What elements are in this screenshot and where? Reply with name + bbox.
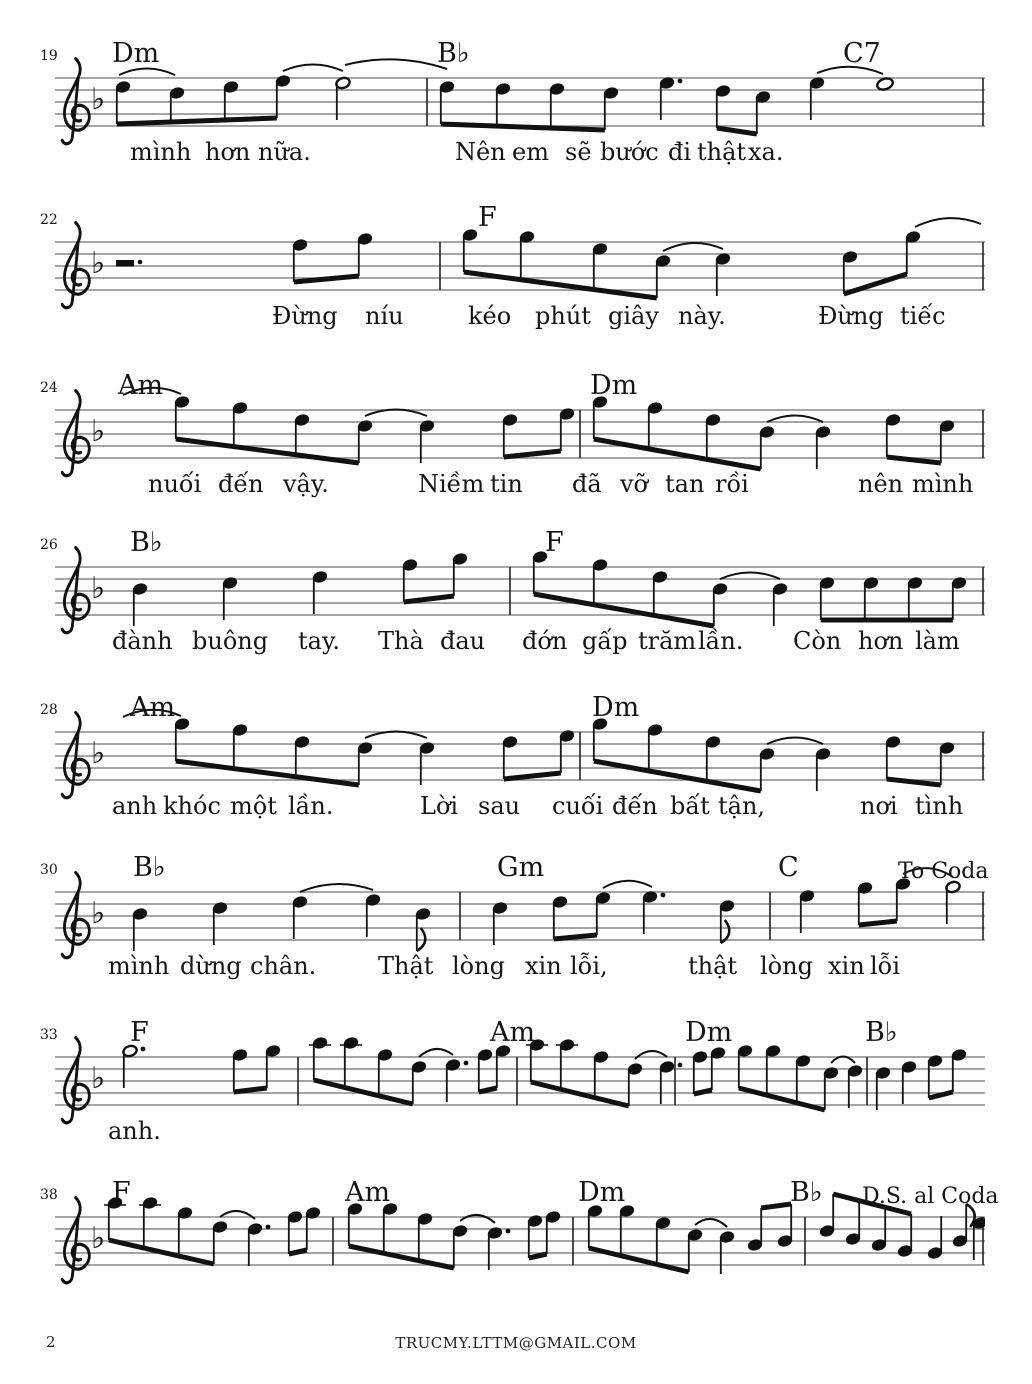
beam <box>859 921 897 925</box>
treble-clef-icon <box>62 713 89 798</box>
treble-clef-icon <box>62 391 89 476</box>
lyric-syllable: xa. <box>748 138 784 166</box>
lyric-syllable: một <box>230 792 277 820</box>
measure-number: 30 <box>40 862 58 878</box>
flat-key-signature-icon: ♭ <box>91 1221 106 1256</box>
slur <box>695 1219 727 1227</box>
chord-label: Dm <box>685 1017 733 1048</box>
note <box>340 1036 362 1087</box>
slur <box>460 1215 495 1223</box>
beam <box>117 118 277 124</box>
treble-clef-icon <box>62 59 89 144</box>
beam <box>594 761 761 791</box>
note <box>309 1036 331 1080</box>
note <box>593 1050 609 1097</box>
staff-lines <box>55 567 985 615</box>
note <box>765 1044 781 1095</box>
flat-key-signature-icon: ♭ <box>91 414 106 449</box>
chord-label: Dm <box>590 370 638 401</box>
note <box>592 395 608 439</box>
note <box>222 576 238 620</box>
measure-number: 22 <box>40 212 58 228</box>
lyric-syllable: lỗi <box>870 952 901 980</box>
note <box>415 907 431 951</box>
chord-label: Am <box>118 370 164 401</box>
lyric-syllable: nuối <box>148 470 202 498</box>
lyric-syllable: dừng <box>180 952 242 980</box>
slur <box>300 884 373 892</box>
note <box>819 576 835 620</box>
note <box>545 1210 561 1254</box>
lyric-syllable: lòng <box>760 952 813 980</box>
note <box>927 1054 943 1098</box>
lyric-syllable: chân. <box>250 952 317 980</box>
note <box>719 1230 735 1274</box>
note <box>549 82 565 128</box>
beam <box>739 1088 825 1110</box>
note <box>901 1060 917 1104</box>
note <box>777 1204 793 1248</box>
lyric-syllable: mình <box>912 470 974 498</box>
lyric-syllable: làm <box>915 627 960 655</box>
beam <box>109 1240 214 1264</box>
note <box>492 901 508 945</box>
staff-svg <box>55 1182 985 1294</box>
lyric-syllable: sẽ <box>565 138 592 166</box>
note <box>951 1048 967 1092</box>
slur <box>720 573 780 580</box>
flat-key-signature-icon: ♭ <box>91 571 106 606</box>
chord-label: F <box>545 527 564 558</box>
note <box>759 747 775 791</box>
note <box>487 1226 510 1270</box>
note <box>772 582 788 626</box>
slur <box>419 1049 453 1057</box>
lyric-syllable: tin <box>490 470 523 498</box>
lyric-syllable: nên <box>858 470 904 498</box>
note <box>815 425 831 469</box>
staff-system <box>0 840 1032 1022</box>
staff-system <box>0 1005 1032 1187</box>
lyric-syllable: này. <box>678 302 726 330</box>
treble-clef-icon <box>62 1038 89 1123</box>
note <box>347 1202 363 1246</box>
beam <box>844 274 907 294</box>
chord-label: B♭ <box>865 1017 898 1048</box>
annotation-label: D.S. al Coda <box>862 1184 999 1209</box>
flat-key-signature-icon: ♭ <box>91 246 106 281</box>
slur <box>663 243 723 251</box>
measure-number: 26 <box>40 537 58 553</box>
lyric-syllable: lòng <box>452 952 505 980</box>
note <box>719 899 735 943</box>
note <box>275 74 291 118</box>
staff-system <box>0 190 1032 372</box>
lyric-syllable: buông <box>192 627 269 655</box>
lyric-syllable: kéo <box>468 302 512 330</box>
note <box>627 1062 643 1106</box>
lyric-syllable: tiếc <box>900 302 946 330</box>
lyric-syllable: Còn <box>793 627 842 655</box>
note <box>659 1060 682 1104</box>
note <box>592 717 608 761</box>
note <box>799 889 815 933</box>
note <box>927 1216 943 1260</box>
measure-number: 38 <box>40 1187 58 1203</box>
chord-label: F <box>130 1017 149 1048</box>
note <box>712 582 728 626</box>
chord-label: C <box>778 852 799 883</box>
staff-system <box>0 1165 1032 1347</box>
lyric-syllable: đành <box>112 627 173 655</box>
note <box>357 419 373 463</box>
note <box>655 254 671 298</box>
note <box>619 1204 635 1255</box>
note <box>292 895 308 939</box>
note <box>907 576 923 620</box>
note <box>939 419 955 463</box>
lyric-syllable: tan <box>665 470 705 498</box>
chord-label: Am <box>490 1017 536 1048</box>
note <box>174 395 190 439</box>
note <box>519 230 535 279</box>
note <box>692 1050 708 1094</box>
lyric-syllable: nữa. <box>258 138 311 166</box>
lyric-syllable: bước <box>600 138 659 166</box>
note <box>647 723 663 771</box>
flat-key-signature-icon: ♭ <box>91 82 106 117</box>
beam <box>534 594 714 626</box>
beam <box>464 272 657 298</box>
beam <box>529 1254 547 1258</box>
lyric-syllable: tận, <box>718 792 766 820</box>
lyric-syllable: Thật <box>378 952 434 980</box>
chord-label: B♭ <box>133 852 166 883</box>
staff-lines <box>55 410 985 458</box>
chord-label: F <box>478 202 497 233</box>
staff-lines <box>55 1057 985 1105</box>
staff-system <box>0 515 1032 697</box>
lyric-syllable: rồi <box>715 470 749 498</box>
note <box>945 880 961 924</box>
lyric-syllable: tình <box>915 792 964 820</box>
measure-number: 24 <box>40 380 58 396</box>
lyric-syllable: vậy. <box>283 470 329 498</box>
flat-key-signature-icon: ♭ <box>91 1061 106 1096</box>
lyric-syllable: Đừng <box>272 302 338 330</box>
note <box>823 1066 839 1110</box>
note <box>845 1201 861 1246</box>
treble-clef-icon <box>62 1198 89 1283</box>
note <box>842 250 858 294</box>
note <box>552 895 568 939</box>
lyric-syllable: khóc <box>163 792 221 820</box>
annotation-label: To Coda <box>898 859 989 884</box>
note <box>292 238 308 282</box>
slur <box>345 59 447 69</box>
note <box>705 413 721 459</box>
staff-lines <box>55 892 985 940</box>
lyric-syllable: Đừng <box>818 302 884 330</box>
note <box>411 1060 427 1104</box>
lyric-syllable: hơn <box>205 138 251 166</box>
note <box>477 1048 493 1092</box>
lyric-syllable: gấp <box>582 627 628 655</box>
slur <box>767 738 823 745</box>
lyric-syllable: nơi <box>860 792 898 820</box>
note <box>312 570 328 614</box>
note <box>232 723 248 768</box>
note <box>951 576 967 620</box>
note <box>559 407 575 451</box>
slur <box>767 416 823 423</box>
note <box>795 1054 811 1103</box>
staff-system <box>0 26 1032 208</box>
lyric-syllable: thật <box>688 952 738 980</box>
slur <box>283 65 343 72</box>
lyric-syllable: Nên <box>455 138 506 166</box>
treble-clef-icon <box>62 223 89 308</box>
note <box>502 413 518 457</box>
chord-label: Am <box>345 1177 391 1208</box>
note <box>232 1048 248 1092</box>
beam <box>589 1248 689 1272</box>
note <box>527 1214 543 1258</box>
beam <box>404 596 454 602</box>
lyric-syllable: Lời <box>420 792 459 820</box>
note <box>212 901 228 945</box>
beam <box>717 128 757 134</box>
beam <box>594 439 761 469</box>
note <box>357 741 373 785</box>
lyric-syllable: đớn <box>522 627 568 655</box>
chord-label: C7 <box>843 38 881 69</box>
treble-clef-icon <box>62 873 89 958</box>
lyric-syllable: mình <box>108 952 170 980</box>
note <box>885 413 901 457</box>
lyric-syllable: hơn <box>858 627 904 655</box>
note <box>212 1220 228 1264</box>
beam <box>504 451 561 457</box>
lyric-syllable: đã <box>572 470 602 498</box>
footer-email: TRUCMY.LTTM@GMAIL.COM <box>395 1334 637 1352</box>
note <box>759 425 775 469</box>
slur <box>915 218 981 227</box>
note <box>177 1206 193 1256</box>
note <box>139 1196 161 1248</box>
measure-number: 28 <box>40 702 58 718</box>
note <box>885 735 901 779</box>
note <box>305 1206 321 1250</box>
lyric-syllable: Thà <box>378 627 424 655</box>
chord-label: B♭ <box>130 527 163 558</box>
slur <box>220 1211 255 1219</box>
beam <box>176 439 359 463</box>
lyric-syllable: đến <box>612 792 658 820</box>
treble-clef-icon <box>62 548 89 633</box>
lyric-syllable: lỗi, <box>570 952 608 980</box>
chord-label: Am <box>130 692 176 723</box>
note <box>715 84 731 128</box>
note <box>875 1066 891 1110</box>
beam <box>176 761 359 785</box>
slur <box>603 881 652 888</box>
note <box>452 1224 468 1268</box>
note <box>419 741 435 785</box>
lyric-syllable: tay. <box>298 627 340 655</box>
lyric-syllable: Niềm <box>418 470 485 498</box>
staff-lines <box>55 732 985 780</box>
lyric-syllable: trăm <box>638 627 697 655</box>
lyric-syllable: phút <box>535 302 591 330</box>
note <box>863 576 879 620</box>
chord-label: Dm <box>578 1177 626 1208</box>
chord-label: Gm <box>497 852 545 883</box>
lyric-syllable: xin <box>828 952 865 980</box>
lyric-syllable: anh. <box>108 1117 161 1145</box>
beam <box>531 1082 629 1106</box>
note <box>847 1064 863 1108</box>
lyric-syllable: đau <box>440 627 486 655</box>
lyric-syllable: vỡ <box>620 470 649 498</box>
flat-key-signature-icon: ♭ <box>91 736 106 771</box>
note <box>559 729 575 773</box>
page-number: 2 <box>46 1333 56 1351</box>
note <box>755 90 771 134</box>
note <box>132 582 148 626</box>
lyric-syllable: xin <box>525 952 562 980</box>
note <box>655 1216 671 1264</box>
note <box>710 1046 726 1090</box>
lyric-syllable: đến <box>218 470 264 498</box>
lyric-syllable: mình <box>130 138 192 166</box>
lyric-syllable: bất <box>670 792 710 820</box>
flat-key-signature-icon: ♭ <box>91 896 106 931</box>
note <box>603 86 619 130</box>
note <box>747 1208 763 1252</box>
note <box>247 1222 270 1266</box>
lyric-syllable: đi <box>668 138 692 166</box>
lyric-syllable: cuối <box>552 792 604 820</box>
note <box>174 717 190 761</box>
beam <box>554 935 597 939</box>
note <box>857 881 873 925</box>
lyric-syllable: em <box>512 138 549 166</box>
lyric-syllable: anh <box>112 792 158 820</box>
note <box>452 552 468 596</box>
note <box>647 401 663 449</box>
beam <box>314 1080 413 1104</box>
note <box>592 558 608 604</box>
chord-label: B♭ <box>790 1177 823 1208</box>
chord-label: Dm <box>592 692 640 723</box>
note <box>905 230 921 274</box>
beam <box>479 1088 497 1092</box>
lyric-syllable: thật <box>697 138 747 166</box>
note <box>419 419 435 463</box>
note <box>652 570 668 615</box>
note <box>132 907 148 951</box>
note <box>402 558 418 602</box>
beam <box>441 124 605 130</box>
note <box>897 1214 913 1258</box>
staff-system <box>0 358 1032 540</box>
lyric-syllable: níu <box>365 302 404 330</box>
chord-label: F <box>112 1177 131 1208</box>
slur <box>119 69 175 76</box>
note <box>287 1210 303 1254</box>
lyric-syllable: giây <box>608 302 659 330</box>
note <box>169 86 185 122</box>
note <box>939 741 955 785</box>
beam <box>234 1088 267 1092</box>
note <box>365 893 381 937</box>
measure-number: 33 <box>40 1027 58 1043</box>
note <box>377 1048 393 1096</box>
chord-label: Dm <box>112 38 160 69</box>
note <box>876 77 894 92</box>
measure-number: 19 <box>40 48 58 64</box>
note <box>502 735 518 779</box>
note <box>382 1202 398 1253</box>
lyric-syllable: sau <box>478 792 521 820</box>
note <box>495 82 511 126</box>
beam <box>504 773 561 779</box>
lyric-syllable: lần. <box>698 627 744 655</box>
staff-system <box>0 680 1032 862</box>
beam <box>294 276 359 282</box>
note <box>445 1058 468 1102</box>
note <box>705 735 721 781</box>
lyric-syllable: lần. <box>288 792 334 820</box>
chord-label: B♭ <box>437 38 470 69</box>
note <box>815 747 831 791</box>
beam <box>761 1204 791 1208</box>
note <box>232 401 248 446</box>
slur <box>635 1051 667 1059</box>
